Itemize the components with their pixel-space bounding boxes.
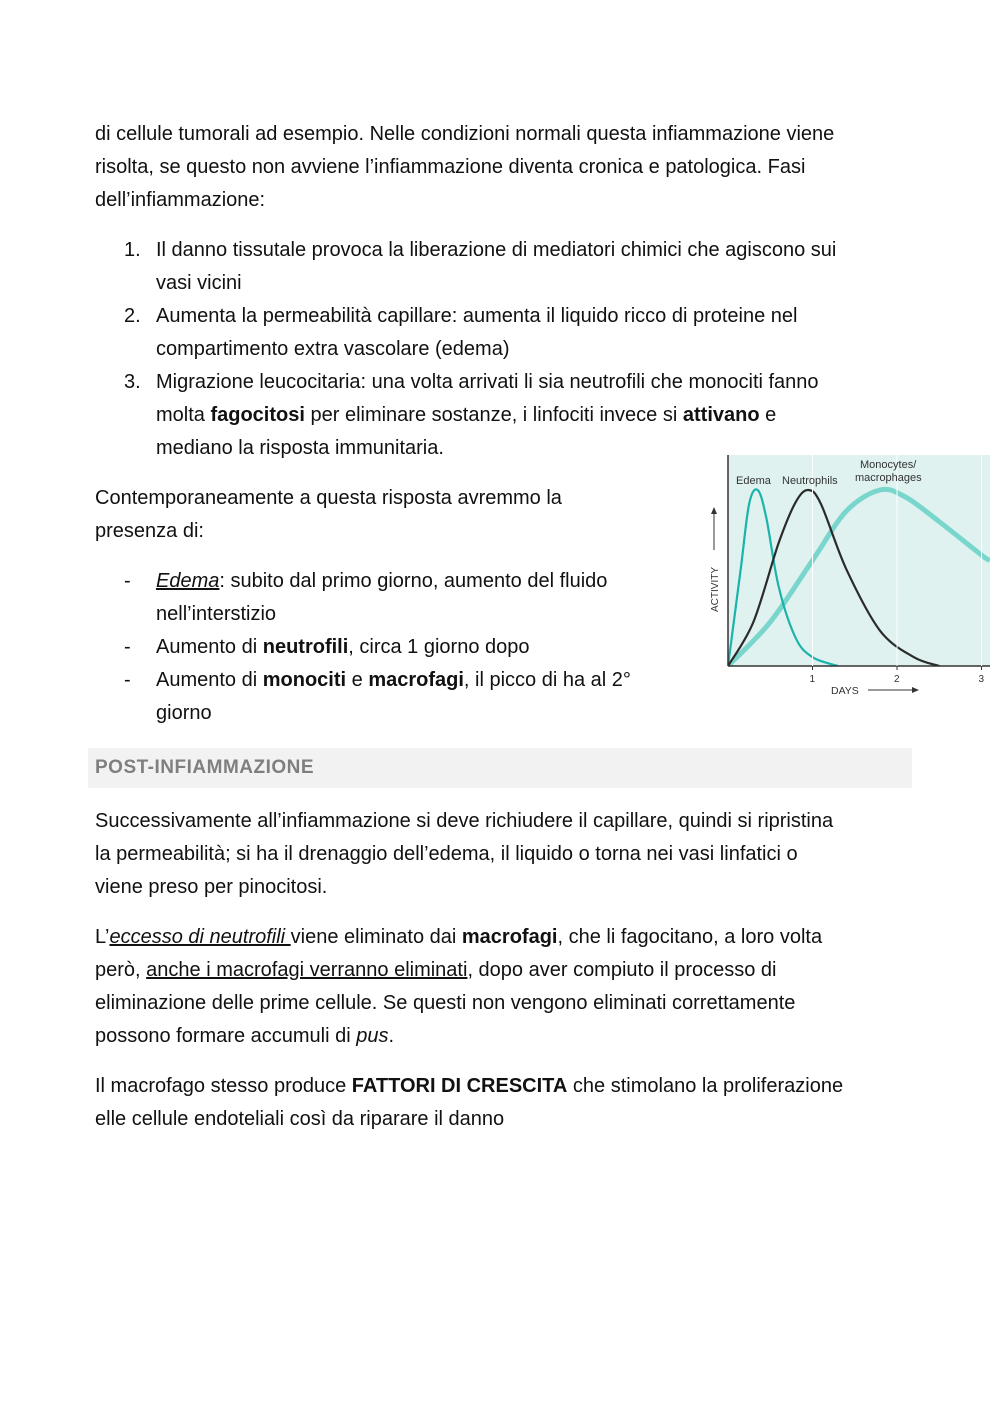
concurrent-line-2: presenza di: <box>95 520 204 542</box>
bullet-dash-1: - <box>124 570 131 592</box>
list-number-2: 2. <box>124 305 141 327</box>
neutrofili-term: neutrofili <box>262 636 349 658</box>
x-axis-arrow <box>868 687 919 693</box>
macrofagi-eliminati-term: anche i macrofagi verranno eliminati <box>146 959 468 981</box>
series-label-monocytes: Monocytes/ macrophages <box>855 459 922 484</box>
bullet-1-line-2: nell’interstizio <box>156 603 277 625</box>
phase-3-line-3: mediano la risposta immunitaria. <box>156 437 444 459</box>
monociti-term: monociti <box>262 669 347 691</box>
bullet-2-line-1: Aumento di neutrofili, circa 1 giorno dopo <box>156 636 530 658</box>
bullet-dash-2: - <box>124 636 131 658</box>
phase-1-line-1: Il danno tissutale provoca la liberazione di mediatori chimici che agiscono sui <box>156 239 837 261</box>
phase-2-line-1: Aumenta la permeabilità capillare: aumenta il liquido ricco di proteine nel <box>156 305 798 327</box>
list-number-1: 1. <box>124 239 141 261</box>
macrofagi-term-2: macrofagi <box>461 926 558 948</box>
bullet-3-line-2: giorno <box>156 702 212 724</box>
phase-1-line-2: vasi vicini <box>156 272 242 294</box>
x-tick-label-3: 3 <box>978 674 985 685</box>
intro-line-1: di cellule tumorali ad esempio. Nelle condizioni normali questa infiammazione viene <box>95 123 835 145</box>
list-number-3: 3. <box>124 371 141 393</box>
attivano-term: attivano <box>682 404 760 426</box>
bullet-1-line-1: Edema: subito dal primo giorno, aumento del fluido <box>156 570 608 592</box>
x-tick-label-2: 2 <box>894 674 900 685</box>
bullet-3-line-1: Aumento di monociti e macrofagi, il picco di ha al 2° <box>156 669 631 691</box>
post1-line-2: la permeabilità; si ha il drenaggio dell’edema, il liquido o torna nei vasi linfatici o <box>95 843 798 865</box>
post2-line-2: però, anche i macrofagi verranno eliminati, dopo aver compiuto il processo di <box>95 959 777 981</box>
phase-3-line-1: Migrazione leucocitaria: una volta arrivati li sia neutrofili che monociti fanno <box>156 371 819 393</box>
post2-line-1: L’eccesso di neutrofili viene eliminato dai macrofagi, che li fagocitano, a loro volta <box>95 926 823 948</box>
bullet-dash-3: - <box>124 669 131 691</box>
x-tick-label-1: 1 <box>809 674 816 685</box>
post1-line-3: viene preso per pinocitosi. <box>95 876 328 898</box>
eccesso-neutrofili-term: eccesso di neutrofili <box>109 926 291 948</box>
post1-line-1: Successivamente all’infiammazione si deve richiudere il capillare, quindi si ripristina <box>95 810 834 832</box>
post3-line-2: elle cellule endoteliali così da riparare il danno <box>95 1108 505 1130</box>
series-label-edema: Edema <box>736 475 771 487</box>
series-label-neutrophils: Neutrophils <box>782 475 838 487</box>
fagocitosi-term: fagocitosi <box>210 404 305 426</box>
y-axis-arrow <box>711 507 717 550</box>
intro-line-2: risolta, se questo non avviene l’infiammazione diventa cronica e patologica. Fasi <box>95 156 806 178</box>
post2-line-3: eliminazione delle prime cellule. Se questi non vengono eliminati correttamente <box>95 992 796 1014</box>
post3-line-1: Il macrofago stesso produce FATTORI DI CRESCITA che stimolano la proliferazione <box>95 1075 844 1097</box>
phase-2-line-2: compartimento extra vascolare (edema) <box>156 338 510 360</box>
inflammation-activity-chart <box>700 450 1000 700</box>
concurrent-line-1: Contemporaneamente a questa risposta avremmo la <box>95 487 562 509</box>
section-title: POST-INFIAMMAZIONE <box>95 757 315 778</box>
edema-term: Edema <box>156 570 220 592</box>
intro-line-3: dell’infiammazione: <box>95 189 266 211</box>
fattori-crescita-term: FATTORI DI CRESCITA <box>351 1075 568 1097</box>
macrofagi-term: macrofagi <box>368 669 464 691</box>
phase-3-line-2: molta fagocitosi per eliminare sostanze, i linfociti invece si attivano e <box>156 404 777 426</box>
x-axis-label: DAYS <box>831 685 859 697</box>
y-axis-label: ACTIVITY <box>710 566 721 612</box>
pus-term: pus <box>356 1025 389 1047</box>
post2-line-4: possono formare accumuli di pus. <box>95 1025 395 1047</box>
